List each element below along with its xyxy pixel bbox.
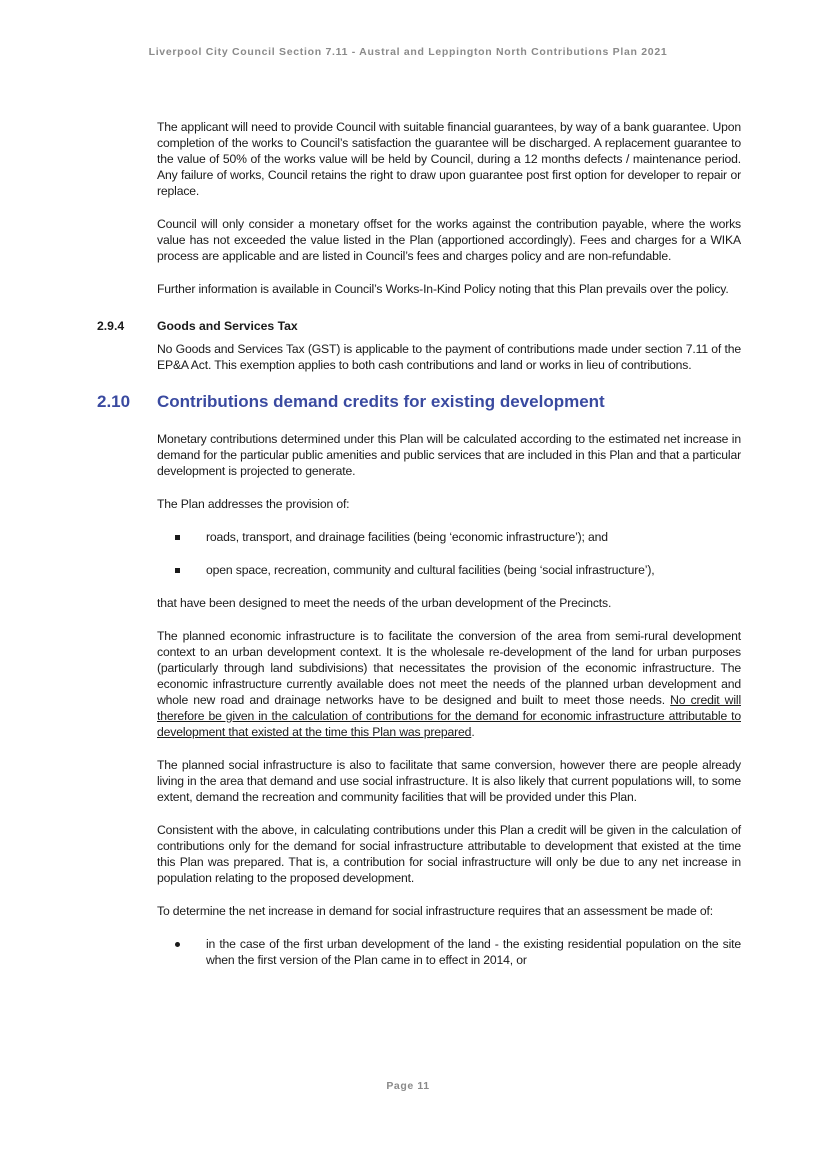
dot-bullet-list	[157, 936, 741, 968]
subsection-title: Goods and Services Tax	[157, 319, 298, 333]
paragraph-consistent: Consistent with the above, in calculating contributions under this Plan a credit will be given in the calculation of contributions only for the demand for social infrastructure attributable to development that existed at the time this Plan was prepared. That is, a contribution for social infrastructure will only be due to any net increase in population relating to the proposed development.	[157, 823, 741, 885]
paragraph-determine: To determine the net increase in demand for social infrastructure requires that an assessment be made of:	[157, 904, 714, 918]
list-item	[157, 529, 741, 545]
paragraph-end: .	[471, 725, 475, 739]
section-title: Contributions demand credits for existing development	[157, 392, 605, 411]
paragraph-provision: The Plan addresses the provision of:	[157, 497, 350, 511]
list-item	[157, 936, 741, 968]
list-item-text: roads, transport, and drainage facilities (being ‘economic infrastructure’); and	[206, 530, 608, 544]
list-item-text: in the case of the first urban development of the land - the existing residential population on the site when the first version of the Plan came in to effect in 2014, or	[206, 937, 741, 967]
square-bullet-icon	[175, 535, 180, 540]
paragraph-designed: that have been designed to meet the needs of the urban development of the Precincts.	[157, 596, 612, 610]
subsection-heading-gst	[97, 318, 741, 334]
paragraph-text: The planned economic infrastructure is to facilitate the conversion of the area from semi-rural development context to an urban development context. It is the wholesale re-development of the land for urban purposes (particularly through land subdivisions) that necessitates the provision of the economic infrastructure. The economic infrastructure currently available does not meet the needs of the planned urban development and whole new road and drainage networks have to be designed and built to meet those needs.	[157, 629, 741, 707]
paragraph-monetary-contributions: Monetary contributions determined under this Plan will be calculated according to the estimated net increase in demand for the particular public amenities and public services that are included in this Plan and that a particular development is projected to generate.	[157, 432, 741, 478]
page-body	[97, 119, 741, 968]
section-heading	[97, 391, 741, 413]
underlined-statement: No credit will therefore be given in the calculation of contributions for the demand for economic infrastructure attributable to development that existed at the time this Plan was prepared	[157, 693, 741, 739]
list-item	[157, 562, 741, 578]
paragraph-further-info: Further information is available in Council’s Works-In-Kind Policy noting that this Plan prevails over the policy.	[157, 282, 729, 296]
paragraph-social-infrastructure: The planned social infrastructure is also to facilitate that same conversion, however there are people already living in the area that demand and use social infrastructure. It is also likely that current populations will, to some extent, demand the recreation and community facilities that will be provided under this Plan.	[157, 758, 741, 804]
section-number: 2.10	[97, 392, 131, 411]
running-header: Liverpool City Council Section 7.11 - Austral and Leppington North Contributions Plan 2021	[148, 46, 668, 58]
square-bullet-list	[157, 529, 741, 578]
paragraph-bank-guarantee: The applicant will need to provide Council with suitable financial guarantees, by way of a bank guarantee. Upon completion of the works to Council’s satisfaction the guarantee will be discharged. A replacement guarantee to the value of 50% of the works value will be held by Council, during a 12 months defects / maintenance period. Any failure of works, Council retains the right to draw upon guarantee post first option for developer to repair or replace.	[157, 120, 741, 198]
paragraph-economic-infrastructure	[157, 628, 741, 740]
square-bullet-icon	[175, 568, 180, 573]
paragraph-gst: No Goods and Services Tax (GST) is applicable to the payment of contributions made under section 7.11 of the EP&A Act. This exemption applies to both cash contributions and land or works in lieu of contributions.	[157, 342, 741, 372]
round-bullet-icon	[175, 942, 180, 947]
subsection-number: 2.9.4	[97, 319, 125, 333]
list-item-text: open space, recreation, community and cultural facilities (being ‘social infrastructure’),	[206, 563, 655, 577]
paragraph-monetary-offset: Council will only consider a monetary offset for the works against the contribution payable, where the works value has not exceeded the value listed in the Plan (apportioned accordingly). Fees and charges for a WIKA process are applicable and are listed in Council’s fees and charges policy and are non-refundable.	[157, 217, 741, 263]
page-number: Page 11	[386, 1080, 430, 1092]
